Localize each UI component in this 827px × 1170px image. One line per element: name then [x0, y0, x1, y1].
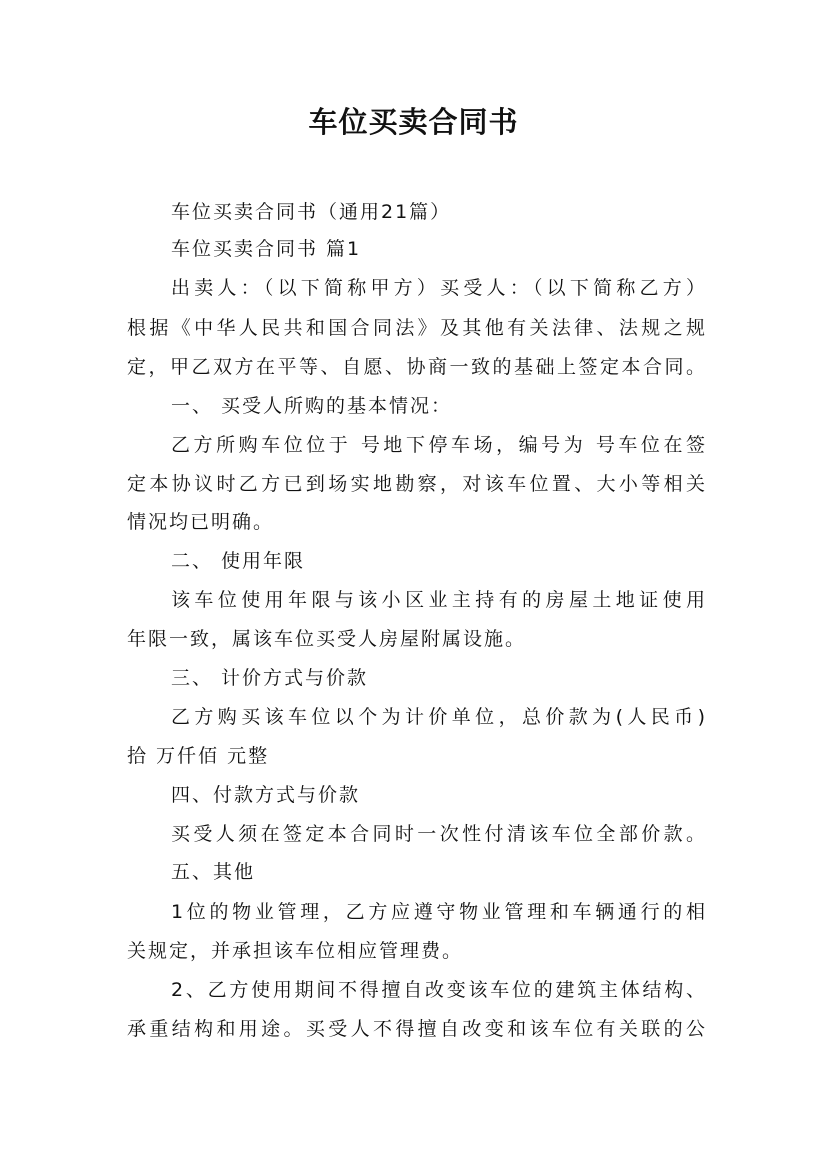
doc-line: 车位买卖合同书（通用21篇）: [171, 201, 452, 223]
doc-line: 定，甲乙双方在平等、自愿、协商一致的基础上签定本合同。: [127, 356, 707, 378]
doc-line: 该车位使用年限与该小区业主持有的房屋土地证使用: [171, 589, 707, 611]
doc-line: 根据《中华人民共和国合同法》及其他有关法律、法规之规: [127, 317, 707, 339]
doc-line: 买受人须在签定本合同时一次性付清该车位全部价款。: [171, 823, 707, 845]
document-title: 车位买卖合同书: [308, 105, 519, 139]
doc-line: 车位买卖合同书 篇1: [171, 238, 362, 260]
doc-line: 一、 买受人所购的基本情况：: [171, 395, 453, 417]
doc-line: 乙方购买该车位以个为计价单位，总价款为(人民币): [171, 706, 707, 728]
doc-line: 情况均已明确。: [127, 511, 275, 533]
doc-line: 五、其他: [171, 861, 256, 883]
doc-line: 四、付款方式与价款: [171, 784, 361, 806]
doc-line: 定本协议时乙方已到场实地勘察，对该车位置、大小等相关: [127, 473, 707, 495]
doc-line: 2、乙方使用期间不得擅自改变该车位的建筑主体结构、: [171, 979, 707, 1001]
doc-line: 拾 万仟佰 元整: [127, 745, 270, 767]
doc-line: 年限一致，属该车位买受人房屋附属设施。: [127, 628, 527, 650]
doc-line: 1位的物业管理，乙方应遵守物业管理和车辆通行的相: [171, 901, 707, 923]
doc-line: 关规定，并承担该车位相应管理费。: [127, 940, 464, 962]
doc-line: 承重结构和用途。买受人不得擅自改变和该车位有关联的公: [127, 1018, 707, 1040]
doc-line: 三、 计价方式与价款: [171, 667, 369, 689]
doc-line: 出卖人：（以下简称甲方）买受人：（以下简称乙方）: [171, 277, 707, 299]
doc-line: 乙方所购车位位于 号地下停车场，编号为 号车位在签: [171, 434, 707, 456]
doc-line: 二、 使用年限: [171, 550, 306, 572]
